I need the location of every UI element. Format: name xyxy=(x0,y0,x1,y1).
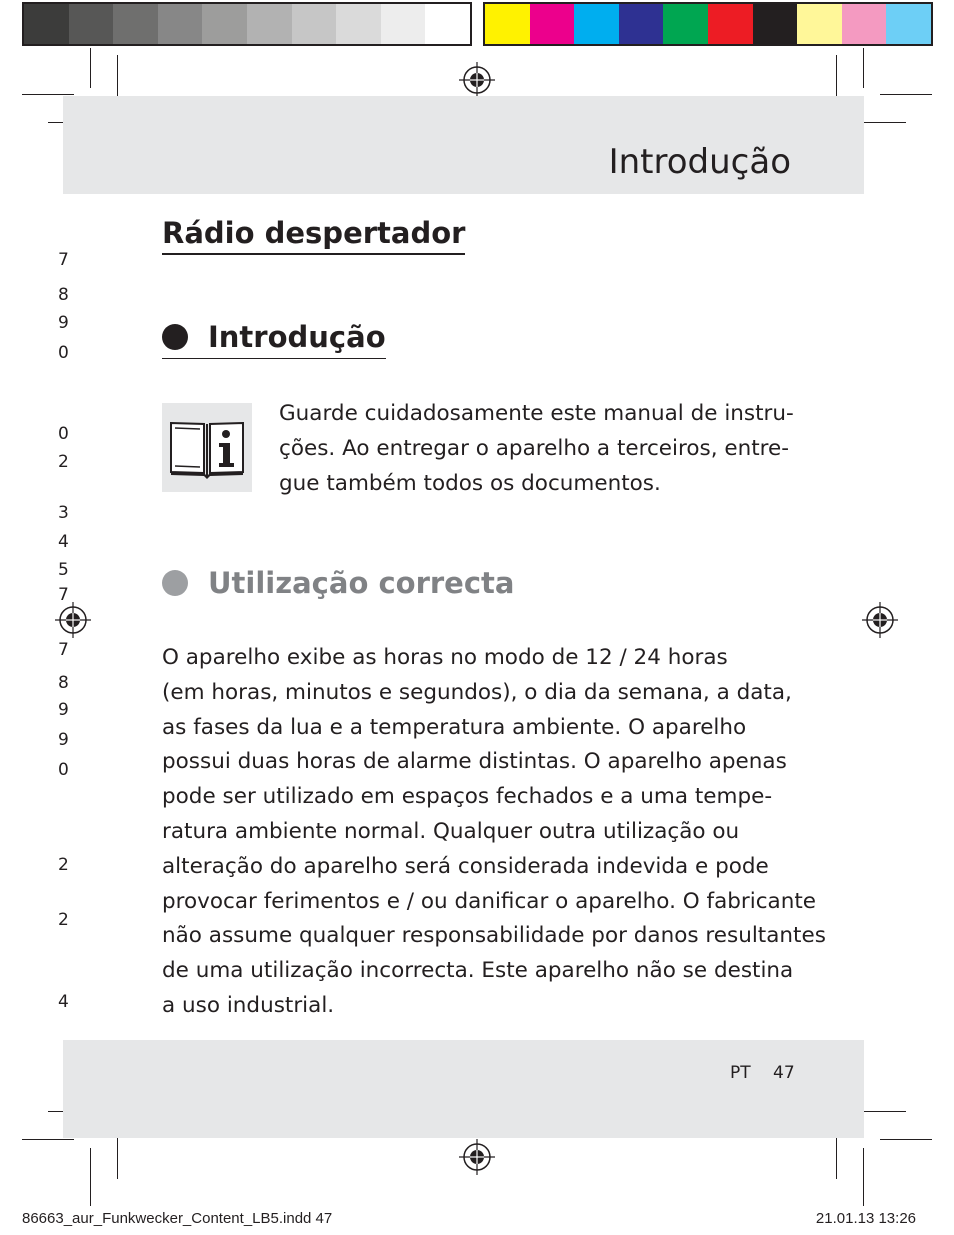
margin-character: 0 xyxy=(58,343,69,363)
margin-character: 4 xyxy=(58,992,69,1012)
text-line: possui duas horas de alarme distintas. O aparelho apenas xyxy=(162,749,787,775)
color-swatch xyxy=(530,4,575,44)
margin-character: 8 xyxy=(58,285,69,305)
margin-character: 2 xyxy=(58,452,69,472)
registration-mark-icon xyxy=(459,62,495,98)
text-line: provocar ferimentos e / ou danificar o aparelho. O fabricante xyxy=(162,888,816,914)
section-heading-intended-use xyxy=(162,566,514,600)
color-swatch xyxy=(336,4,381,44)
text-line: não assume qualquer responsabilidade por danos resultantes xyxy=(162,923,826,949)
margin-character: 7 xyxy=(58,585,69,605)
margin-character: 7 xyxy=(58,250,69,270)
text-line: ções. Ao entregar o aparelho a terceiros, entre- xyxy=(279,436,790,461)
section-heading-text: Utilização correcta xyxy=(208,566,515,600)
margin-character: 2 xyxy=(58,910,69,930)
section-heading-text: Introdução xyxy=(208,320,386,354)
color-swatch xyxy=(574,4,619,44)
intro-paragraph xyxy=(279,396,809,501)
text-line: gue também todos os documentos. xyxy=(279,471,661,496)
page-number: 47 xyxy=(773,1063,795,1083)
grayscale-color-bar xyxy=(22,2,472,46)
slug-filename: 86663_aur_Funkwecker_Content_LB5.indd 47 xyxy=(22,1210,333,1227)
footer-band xyxy=(63,1040,864,1138)
color-swatch xyxy=(485,4,530,44)
text-line: as fases da lua e a temperatura ambiente. O aparelho xyxy=(162,714,747,740)
text-line: alteração do aparelho será considerada indevida e pode xyxy=(162,853,769,879)
page-title: Introdução xyxy=(608,142,791,182)
margin-character: 9 xyxy=(58,730,69,750)
color-swatch xyxy=(842,4,887,44)
registration-mark-icon xyxy=(862,602,898,638)
process-color-bar xyxy=(483,2,933,46)
margin-character: 5 xyxy=(58,560,69,580)
color-swatch xyxy=(886,4,931,44)
color-swatch xyxy=(753,4,798,44)
color-swatch xyxy=(381,4,426,44)
text-line: ratura ambiente normal. Qualquer outra utilização ou xyxy=(162,818,740,844)
color-swatch xyxy=(708,4,753,44)
margin-character: 7 xyxy=(58,640,69,660)
text-line: pode ser utilizado em espaços fechados e a uma tempe- xyxy=(162,784,773,810)
footer-language: PT xyxy=(730,1063,751,1083)
margin-character: 4 xyxy=(58,532,69,552)
margin-character: 2 xyxy=(58,855,69,875)
color-swatch xyxy=(113,4,158,44)
book-info-icon xyxy=(162,403,252,492)
bullet-dot-icon xyxy=(162,324,188,350)
slug-timestamp: 21.01.13 13:26 xyxy=(815,1210,916,1227)
color-swatch xyxy=(69,4,114,44)
margin-character: 3 xyxy=(58,503,69,523)
color-swatch xyxy=(202,4,247,44)
color-swatch xyxy=(158,4,203,44)
section-heading-intro xyxy=(162,320,386,359)
text-line: Guarde cuidadosamente este manual de instru- xyxy=(279,401,794,426)
margin-character: 8 xyxy=(58,673,69,693)
text-line: (em horas, minutos e segundos), o dia da semana, a data, xyxy=(162,679,792,705)
document-title: Rádio despertador xyxy=(162,216,465,255)
registration-mark-icon xyxy=(55,602,91,638)
text-line: de uma utilização incorrecta. Este aparelho não se destina xyxy=(162,958,794,984)
color-swatch xyxy=(24,4,69,44)
margin-character: 9 xyxy=(58,700,69,720)
color-swatch xyxy=(247,4,292,44)
color-swatch xyxy=(619,4,664,44)
margin-character: 0 xyxy=(58,760,69,780)
intended-use-paragraph xyxy=(162,641,826,1024)
color-swatch xyxy=(797,4,842,44)
color-swatch xyxy=(425,4,470,44)
color-swatch xyxy=(292,4,337,44)
registration-mark-icon xyxy=(459,1139,495,1175)
color-swatch xyxy=(663,4,708,44)
text-line: a uso industrial. xyxy=(162,992,335,1018)
text-line: O aparelho exibe as horas no modo de 12 / 24 horas xyxy=(162,645,728,670)
margin-character: 9 xyxy=(58,313,69,333)
margin-character: 0 xyxy=(58,424,69,444)
bullet-dot-icon xyxy=(162,570,188,596)
